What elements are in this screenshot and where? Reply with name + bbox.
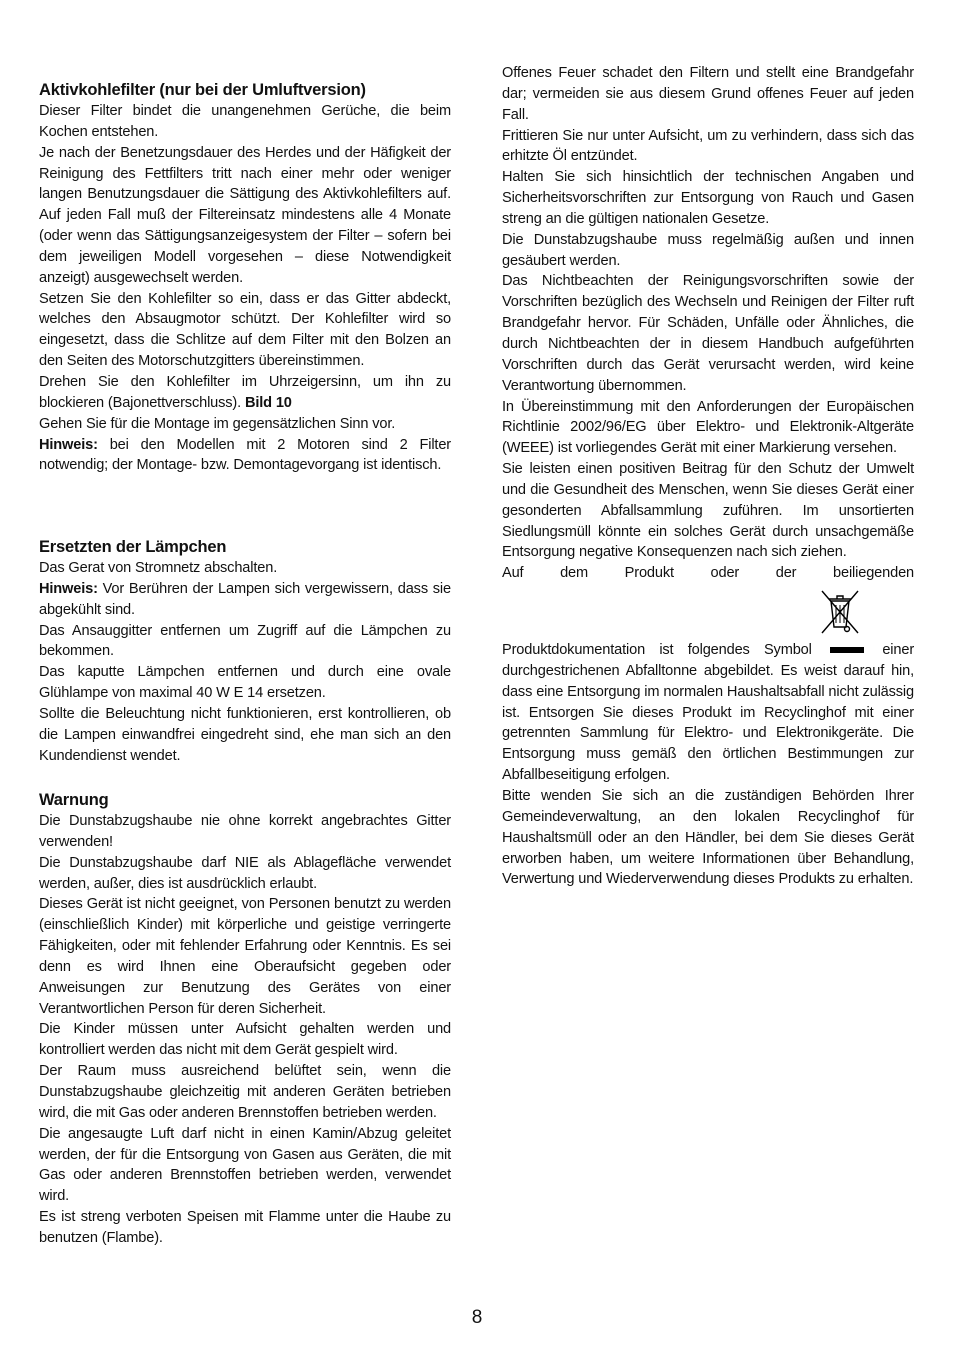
paragraph: Es ist streng verboten Speisen mit Flamme unter die Haube zu benutzen (Flambe). — [39, 1209, 451, 1246]
right-column-text — [502, 63, 914, 890]
figure-reference: Bild 10 — [244, 394, 292, 411]
paragraph: Das Gerat von Stromnetz abschalten. — [39, 560, 278, 576]
section-replacing-lamps — [39, 537, 451, 766]
paragraph: Das Ansauggitter entfernen um Zugriff auf die Lämpchen zu bekommen. — [39, 622, 451, 660]
paragraph: Das kaputte Lämpchen entfernen und durch eine ovale Glühlampe von maximal 40 W E 14 ersetzen. — [39, 664, 451, 702]
paragraph: Gehen Sie für die Montage im gegensätzlichen Sinn vor. — [39, 415, 396, 432]
weee-symbol-area — [502, 584, 914, 640]
paragraph: Die angesaugte Luft darf nicht in einen Kamin/Abzug geleitet werden, der für die Entsorgung von Gasen aus Geräten, die mit Gas oder anderen Brennstoffen betrieben werden, verwendet wird. — [39, 1125, 451, 1205]
note-label: Hinweis: — [39, 436, 98, 453]
paragraph: Je nach der Benetzungsdauer des Herdes und der Häfigkeit der Reinigung des Fettfilters tritt nach einer mehr oder weniger langen Benutzungsdauer die Sättigung des Aktivkohlefilters auf. Auf jeden Fall muß der Filtereinsatz mindestens alle 4 Monate (oder wenn das Sättigungsanzeigesystem der Filter – sofern bei dem jeweiligen Modell vorgesehen – diese Notwendigkeit anzeigt) ausgewechselt werden. — [39, 144, 451, 286]
paragraph: Sie leisten einen positiven Beitrag für den Schutz der Umwelt und die Gesundheit des Menschen, wenn Sie dieses Gerät einer gesonderten Abfallsammlung zuführen. Im unsortierten Siedlungsmüll könnte ein solches Gerät durch unsachgemäße Entsorgung negative Konsequenzen nach sich ziehen. — [502, 461, 914, 561]
page-number: 8 — [471, 1307, 483, 1328]
paragraph: Bitte wenden Sie sich an die zuständigen Behörden Ihrer Gemeindeverwaltung, an den lokalen Recyclinghof für Haushaltsmüll oder an den Händler, bei dem Sie dieses Gerät erworben haben, um weitere Informationen über Behandlung, Verwertung und Wiederverwendung dieses Produkts zu erhalten. — [502, 788, 914, 888]
paragraph: In Übereinstimmung mit den Anforderungen der Europäischen Richtlinie 2002/96/EG über Elektro- und Elektronik-Altgeräte (WEEE) ist vorliegendes Gerät mit einer Markierung versehen. — [502, 398, 914, 457]
paragraph-text: einer durchgestrichenen Abfalltonne abgebildet. Es weist darauf hin, dass eine Entsorgung im normalen Haushaltsabfall nicht zulässig ist. Entsorgen Sie dieses Produkt im Recyclinghof mit einer getrennten Sammlung für Elektro- und Elektronikgeräte. Die Entsorgung muss gemäß den örtlichen Bestimmungen zur Abfallbeseitigung erfolgen. — [502, 642, 915, 784]
paragraph: Halten Sie sich hinsichtlich der technischen Angaben und Sicherheitsvorschriften zur Entsorgung von Rauch und Gasen streng an die gültigen nationalen Gesetze. — [502, 169, 914, 227]
section-heading: Ersetzten der Lämpchen — [39, 538, 227, 556]
paragraph: Setzen Sie den Kohlefilter so ein, dass er das Gitter abdeckt, welches den Absaugmotor schützt. Der Kohlefilter wird so eingesetzt, dass die Schlitze auf dem Filter mit den Bolzen an den Seiten des Motorschutzgitters übereinstimmen. — [39, 290, 451, 370]
paragraph: Die Kinder müssen unter Aufsicht gehalten werden und kontrolliert werden das nicht mit dem Gerät gespielt wird. — [39, 1021, 451, 1059]
paragraph: Offenes Feuer schadet den Filtern und stellt eine Brandgefahr dar; vermeiden sie aus diesem Grund offenes Feuer auf jeden Fall. — [502, 65, 914, 123]
paragraph-text: bei den Modellen mit 2 Motoren sind 2 Filter notwendig; der Montage- bzw. Demontagevorgang ist identisch. — [39, 436, 451, 474]
paragraph — [39, 579, 451, 621]
black-bar-symbol — [830, 647, 864, 653]
paragraph: Sollte die Beleuchtung nicht funktionieren, erst kontrollieren, ob die Lampen einwandfrei eingedreht sind, ehe man sich an den Kundendienst wendet. — [39, 705, 451, 764]
paragraph-text: Drehen Sie den Kohlefilter im Uhrzeigersinn, um ihn zu blockieren (Bajonettverschluss). — [39, 373, 451, 411]
paragraph: Die Dunstabzugshaube nie ohne korrekt angebrachtes Gitter verwenden! — [39, 813, 451, 850]
paragraph — [39, 435, 451, 477]
paragraph: Das Nichtbeachten der Reinigungsvorschriften sowie der Vorschriften bezüglich des Wechseln und Reinigen der Filter ruft Brandgefahr hervor. Für Schäden, Unfälle oder Ähnliches, die durch Nichtbeachten der in diesem Handbuch aufgeführten Vorschriften durch das Gerät verursacht werden, wird keine Verantwortung übernommen. — [502, 273, 914, 394]
paragraph — [39, 372, 451, 414]
section-warning — [39, 790, 451, 1249]
crossed-out-wheelie-bin-icon — [818, 587, 862, 637]
section-heading: Warnung — [39, 791, 109, 809]
paragraph: Die Dunstabzugshaube darf NIE als Ablagefläche verwendet werden, außer, dies ist ausdrücklich erlaubt. — [39, 854, 451, 892]
paragraph: Die Dunstabzugshaube muss regelmäßig außen und innen gesäubert werden. — [502, 231, 914, 269]
paragraph: Dieser Filter bindet die unangenehmen Gerüche, die beim Kochen entstehen. — [39, 103, 451, 140]
paragraph — [502, 640, 914, 786]
paragraph: Auf dem Produkt oder der beiliegenden — [502, 565, 914, 582]
section-heading: Aktivkohlefilter (nur bei der Umluftversion) — [39, 81, 366, 99]
paragraph: Der Raum muss ausreichend belüftet sein, wenn die Dunstabzugshaube gleichzeitig mit anderen Geräten betrieben wird, die mit Gas oder anderen Brennstoffen betrieben werden. — [39, 1063, 451, 1121]
note-label: Hinweis: — [39, 580, 98, 597]
section-activated-carbon-filter — [39, 80, 451, 476]
paragraph: Frittieren Sie nur unter Aufsicht, um zu verhindern, dass sich das erhitzte Öl entzündet. — [502, 127, 914, 165]
paragraph: Dieses Gerät ist nicht geeignet, von Personen benutzt zu werden (einschließlich Kinder) mit körperliche und geistige verringerte Fähigkeiten, oder mit fehlender Erfahrung oder Kenntnis. Es sei denn es wird Ihnen eine Oberaufsicht gegeben oder Anweisungen zur Benutzung des Gerätes von einer Verantwortlichen Person für deren Sicherheit. — [39, 896, 451, 1017]
paragraph-text: Vor Berühren der Lampen sich vergewissern, dass sie abgekühlt sind. — [39, 580, 451, 618]
paragraph-text: Produktdokumentation ist folgendes Symbol — [502, 642, 812, 659]
